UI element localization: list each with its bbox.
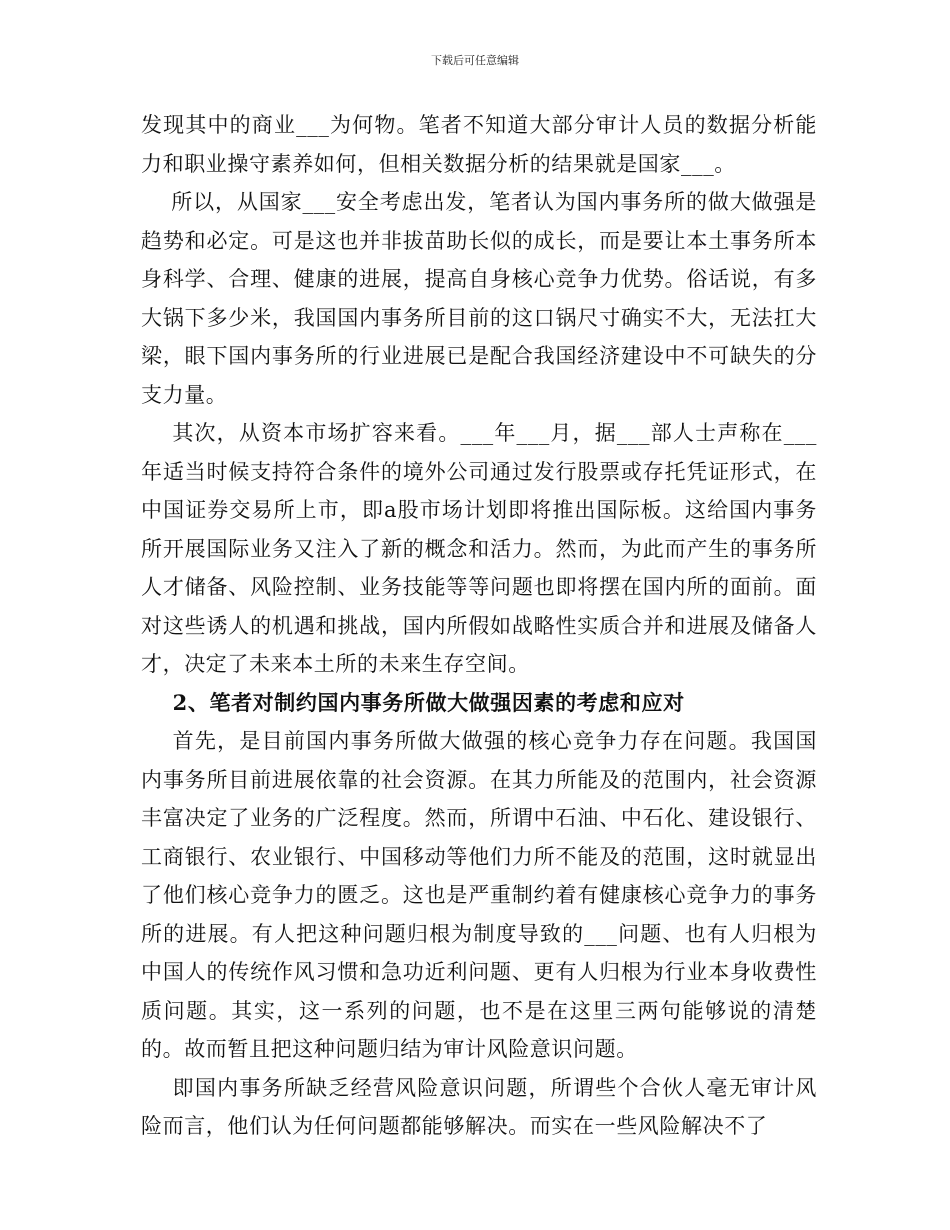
paragraph: 首先，是目前国内事务所做大做强的核心竞争力存在问题。我国国内事务所目前进展依靠的社会资源。在其力所能及的范围内，社会资源丰富决定了业务的广泛程度。然而，所谓中石油、中石化、建设银行、工商银行、农业银行、中国移动等他们力所不能及的范围，这时就显出了他们核心竞争力的匮乏。这也是严重制约着有健康核心竞争力的事务所的进展。有人把这种问题归根为制度导致的___问题、也有人归根为中国人的传统作风习惯和急功近利问题、更有人归根为行业本身收费性质问题。其实，这一系列的问题，也不是在这里三两句能够说的清楚的。故而暂且把这种问题归结为审计风险意识问题。: [141, 729, 817, 1061]
paragraph: 其次，从资本市场扩容来看。___年___月，据___部人士声称在___年适当时候支持符合条件的境外公司通过发行股票或存托凭证形式，在中国证券交易所上市，即a股市场计划即将推出国际板。这给国内事务所开展国际业务又注入了新的概念和活力。然而，为此而产生的事务所人才储备、风险控制、业务技能等等问题也即将摆在国内所的面前。面对这些诱人的机遇和挑战，国内所假如战略性实质合并和进展及储备人才，决定了未来本土所的未来生存空间。: [141, 421, 817, 676]
paragraph: 所以，从国家___安全考虑出发，笔者认为国内事务所的做大做强是趋势和必定。可是这也并非拔苗助长似的成长，而是要让本土事务所本身科学、合理、健康的进展，提高自身核心竞争力优势。俗话说，有多大锅下多少米，我国国内事务所目前的这口锅尺寸确实不大，无法扛大梁，眼下国内事务所的行业进展已是配合我国经济建设中不可缺失的分支力量。: [141, 190, 817, 407]
page-header: 下载后可任意编辑: [431, 54, 519, 67]
paragraph: 发现其中的商业___为何物。笔者不知道大部分审计人员的数据分析能力和职业操守素养如何，但相关数据分析的结果就是国家___。: [141, 113, 817, 176]
paragraph: 即国内事务所缺乏经营风险意识问题，所谓些个合伙人毫无审计风险而言，他们认为任何问题都能够解决。而实在一些风险解决不了: [141, 1075, 817, 1138]
document-body: [141, 106, 817, 1146]
section-heading: 2、笔者对制约国内事务所做大做强因素的考虑和应对: [141, 689, 685, 715]
